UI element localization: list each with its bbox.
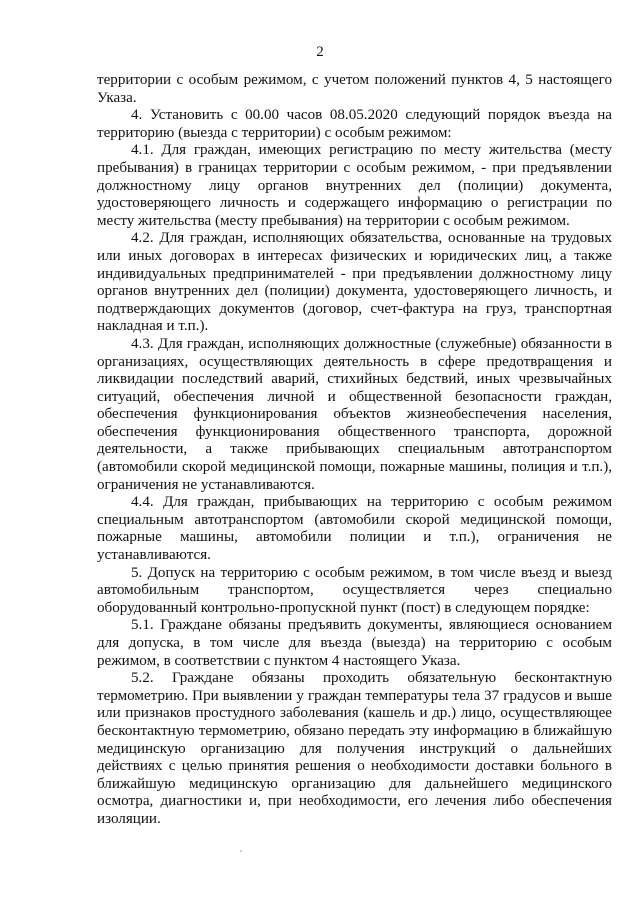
paragraph-4: 4. Установить с 00.00 часов 08.05.2020 следующий порядок въезда на территорию (выезда с территории) с особым режимом: bbox=[97, 107, 612, 141]
paragraph-4-2: 4.2. Для граждан, исполняющих обязательства, основанные на трудовых или иных договорах в интересах физических и юридических лиц, а также индивидуальных предпринимателей - при предъявлении должностному лицу органов внутренних дел (полиции) документа, удостоверяющего личность, и подтверждающих документов (договор, счет-фактура на груз, транспортная накладная и т.п.). bbox=[97, 230, 612, 335]
scan-speck bbox=[240, 850, 242, 852]
document-body bbox=[97, 72, 612, 829]
paragraph-continuation: территории с особым режимом, с учетом положений пунктов 4, 5 настоящего Указа. bbox=[97, 72, 612, 106]
paragraph-5-1: 5.1. Граждане обязаны предъявить документы, являющиеся основанием для допуска, в том числе для въезда (выезда) на территорию с особым режимом, в соответствии с пунктом 4 настоящего Указа. bbox=[97, 617, 612, 669]
page-number: 2 bbox=[316, 44, 324, 60]
paragraph-4-1: 4.1. Для граждан, имеющих регистрацию по месту жительства (месту пребывания) в границах территории с особым режимом, - при предъявлении должностному лицу органов внутренних дел (полиции) документа, удостоверяющего личность и содержащего информацию о регистрации по месту жительства (месту пребывания) на территории с особым режимом. bbox=[97, 142, 612, 229]
paragraph-4-4: 4.4. Для граждан, прибывающих на территорию с особым режимом специальным автотранспортом (автомобили скорой медицинской помощи, пожарные машины, автомобили полиции и т.п.), ограничения не устанавливаются. bbox=[97, 494, 612, 564]
paragraph-4-3: 4.3. Для граждан, исполняющих должностные (служебные) обязанности в организациях, осуществляющих деятельность в сфере предотвращения и ликвидации последствий аварий, стихийных бедствий, иных чрезвычайных ситуаций, обеспечения личной и общественной безопасности граждан, обеспечения функционирования объектов жизнеобеспечения населения, обеспечения функционирования общественного транспорта, дорожной деятельности, а также прибывающих специальным автотранспортом (автомобили скорой медицинской помощи, пожарные машины, полиция и т.п.), ограничения не устанавливаются. bbox=[97, 335, 612, 493]
paragraph-5: 5. Допуск на территорию с особым режимом, в том числе въезд и выезд автомобильным транспортом, осуществляется через специально оборудованный контрольно-пропускной пункт (пост) в следующем порядке: bbox=[97, 564, 612, 616]
paragraph-5-2: 5.2. Граждане обязаны проходить обязательную бесконтактную термометрию. При выявлении у граждан температуры тела 37 градусов и выше или признаков простудного заболевания (кашель и др.) лицо, осуществляющее бесконтактную термометрию, обязано передать эту информацию в ближайшую медицинскую организацию для получения инструкций о дальнейших действиях с целью принятия решения о необходимости доставки больного в ближайшую медицинскую организацию для дальнейшего медицинского осмотра, диагностики и, при необходимости, его лечения либо обеспечения изоляции. bbox=[97, 670, 612, 827]
